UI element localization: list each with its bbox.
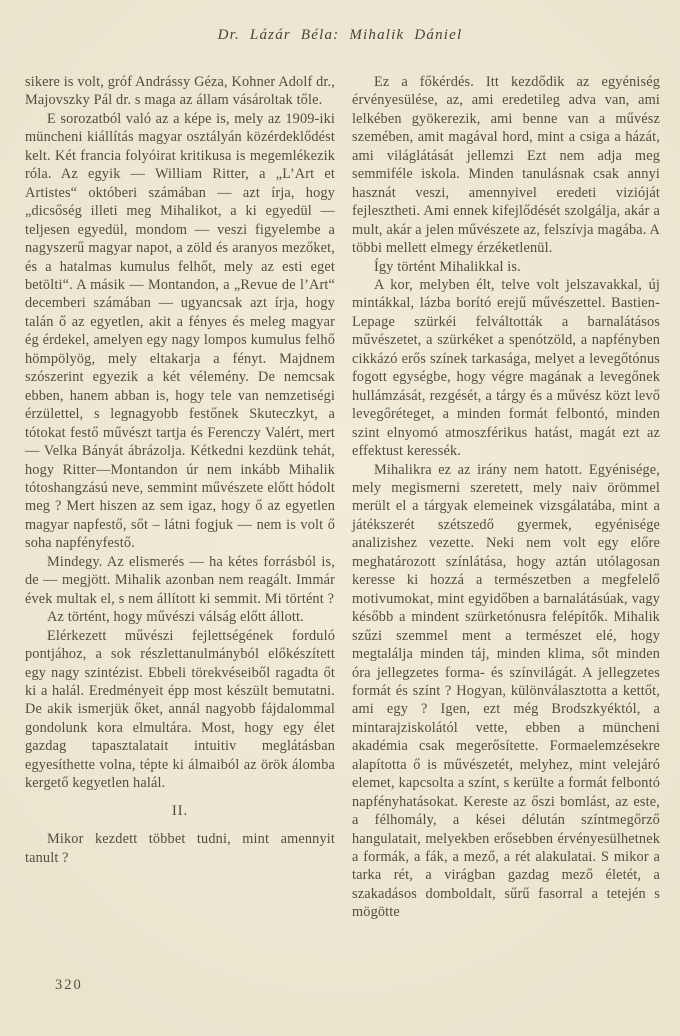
paragraph: A kor, melyben élt, telve volt jelszavakkal, új mintákkal, lázba borító erejű művészettel. Bastien-Lepage szürkéi felváltották a barnalátásos művészetet, a szürkéket a spenótzöld, a napfényben cikkázó erős színek tarkasága, melyet a levegőtónus fogott egységbe, hogy végre magának a levegőnek hullámzását, rezgését, a tárgy és a művész közt levő levegőréteget, a minden formát felbontó, minden szint elnyomó atmoszférikus hatást, magát ezt az effektust keressék. <box>352 276 660 460</box>
paragraph: Elérkezett művészi fejlettségének forduló pontjához, a sok részlettanulmányból előkészített egy nagy szintézist. Ebbeli törekvéseiből ragadta őt ki a halál. Eredményeit épp most készült bemutatni. De akik ismerjük őket, annál nagyobb fájdalommal gondolunk kora elmultára. Most, hogy egy élet gazdag tapasztalatait intuitiv meglátásban egyesíthette volna, tépte ki álmaiból az örök álomba kergető kegyetlen halál. <box>25 627 335 792</box>
paragraph: Az történt, hogy művészi válság előtt állott. <box>47 609 304 626</box>
paragraph: Így történt Mihalikkal is. <box>374 258 521 275</box>
left-column <box>25 73 335 922</box>
running-header: Dr. Lázár Béla: Mihalik Dániel <box>217 27 463 43</box>
paragraph: Mihalikra ez az irány nem hatott. Egyénisége, mely megismerni szeretett, mely naiv örömmel merült el a tárgyak elemeinek vizsgálatába, mint a játékszerét szétszedő gyermek, egyénisége analizishez vezette. Neki nem volt egy előre meghatározott színlátása, hogy aztán utólagosan keresse ki hozzá a természetben a megfelelő motivumokat, mint egyidőben a barnalátásúak, vagy később a mindent szürketónusra felépítők. Mihalik szűzi szemmel ment a természet elé, hogy megtalálja minden táj, minden klima, sőt minden óra jellegzetes forma- és színvilágát. A jellegzetes formát és színt ? Hogyan, különválasztotta a kettőt, ami egy ? Igen, ezt még Brodszkyéktól, a mintarajziskolától vette, ebben a müncheni akadémia csak megerősítette. Formaelemzésekre alapította ő is művészetét, melyhez, mint velejáró elemet, kapcsolta a színt, s kerülte a formát felbontó napfényhatásokat. Kereste az őszi bomlást, az este, a félhomály, a kései délután színtmegőrző hangulatait, melyekben erősebben érvényesülhetnek a formák, a fák, a mező, a rét alakulatai. S mikor a tarka rét, a virágban gazdag mező életét, a szakadásos domboldalt, sűrű fasorral a tetején s mögötte <box>352 461 660 921</box>
right-column <box>352 73 660 922</box>
paragraph: E sorozatból való az a képe is, mely az 1909-iki müncheni kiállítás magyar osztályán közérdeklődést kelt. Két francia folyóirat kritikusa is megemlékezik róla. Az egyik — William Ritter, a „L’Art et Artistes“ októberi számában — azt írja, hogy „dicsőség illeti meg Mihalikot, a ki egyedül — teljesen egyedül, mondom — veszi figyelembe a nagyszerű magyar napot, a zöld és aranyos mezőket, és a hatalmas kumulus felhőt, mely az esti eget betölti“. A másik — Montandon, a „Revue de l’Art“ decemberi számában — ugyancsak azt írja, hogy talán ő az egyetlen, akit a fényes és meleg magyar ég érdekel, amelyen egy nagy lompos kumulus felhő hömpölyög, mely eltakarja a fényt. Majdnem szószerint egyezik a két vélemény. De nemcsak ebben, hanem abban is, hogy tele van nemzetiségi érzülettel, s legnagyobb festőnek Skuteczkyt, a tótokat festő művészt tartja és Ferenczy Valért, mert — Velka Bányát ábrázolja. Kétkedni kezdünk tehát, hogy Ritter—Montandon úr nem inkább Mihalik tótoshangzású neve, semmint művészete előtt hódolt meg ? Mert hiszen az sem igaz, hogy ő az egyetlen magyar napfestő, sőt – látni fogjuk — nem is volt ő soha napfényfestő. <box>25 110 335 552</box>
text-columns <box>0 44 680 922</box>
paragraph: Mikor kezdett többet tudni, mint amennyit tanult ? <box>25 831 335 866</box>
page-number: 320 <box>55 977 83 993</box>
paragraph: sikere is volt, gróf Andrássy Géza, Kohner Adolf dr., Majovszky Pál dr. s maga az állam vásároltak tőle. <box>25 74 335 109</box>
paragraph: Mindegy. Az elismerés — ha kétes forrásból is, de — megjött. Mihalik azonban nem reagált. Immár évek multak el, s nem állított ki semmit. Mi történt ? <box>25 553 335 607</box>
paragraph: Ez a főkérdés. Itt kezdődik az egyéniség érvényesülése, az, ami eredetileg adva van, ami lelkében gyökerezik, ami benne van a művész szemében, amit magával hord, mint a csiga a házát, ami világlátását jellemzi Ezt nem adja meg semmiféle iskola. Minden tanulásnak csak annyi hasznát veszi, amennyivel eredeti vizióját fejlesztheti. Ami ennek kifejlődését szolgálja, akár a mult, akár a jelen művészete az, felszívja magába. A többi mellett elmegy érzéketlenül. <box>352 74 660 257</box>
section-heading: II. <box>171 802 189 819</box>
